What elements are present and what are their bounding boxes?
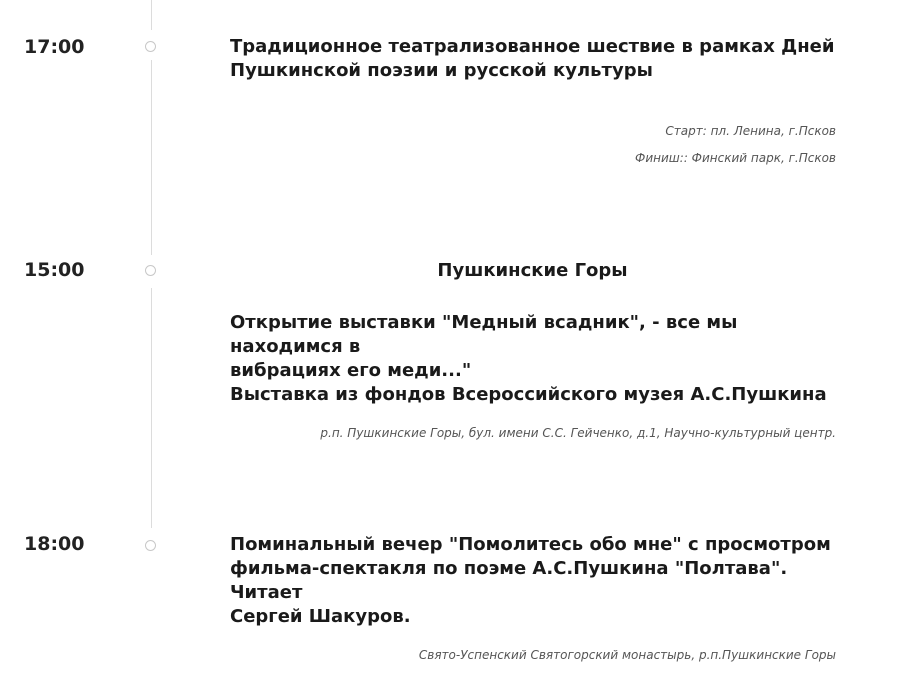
timeline-dot-icon (145, 265, 156, 276)
event-location (216, 123, 836, 166)
event-title-line: Традиционное театрализованное шествие в рамках Дней (230, 36, 835, 57)
event-location-line: р.п. Пушкинские Горы, бул. имени С.С. Гейченко, д.1, Научно-культурный центр. (320, 426, 836, 440)
event-location-line: Свято-Успенский Святогорский монастырь, р.п.Пушкинские Горы (418, 648, 836, 662)
event-title-line: Открытие выставки "Медный всадник", - все мы находимся в (230, 312, 738, 357)
event-title-line: вибрациях его меди..." (230, 360, 472, 381)
event-time: 17:00 (24, 36, 85, 58)
event-location-line: Финиш:: Финский парк, г.Псков (635, 151, 836, 165)
event-location-line: Старт: пл. Ленина, г.Псков (665, 124, 836, 138)
timeline-line (151, 288, 152, 528)
event-title-line: фильма-спектакля по поэме А.С.Пушкина "Полтава". Читает (230, 558, 788, 603)
event-place-heading: Пушкинские Горы (437, 260, 628, 281)
event-title-line: Выставка из фондов Всероссийского музея А.С.Пушкина (230, 384, 827, 405)
event-time: 18:00 (24, 533, 85, 555)
event-title (230, 311, 840, 407)
event-title-line: Сергей Шакуров. (230, 606, 411, 627)
event-location (216, 425, 836, 441)
timeline-dot-icon (145, 41, 156, 52)
event-title (230, 35, 840, 83)
event-location (216, 647, 836, 663)
timeline-dot-icon (145, 540, 156, 551)
timeline-line (151, 60, 152, 255)
event-time: 15:00 (24, 259, 85, 281)
event-title-line: Пушкинской поэзии и русской культуры (230, 60, 653, 81)
event-title (230, 533, 840, 629)
timeline-line (151, 0, 152, 30)
event-title-line: Поминальный вечер "Помолитесь обо мне" с просмотром (230, 534, 831, 555)
